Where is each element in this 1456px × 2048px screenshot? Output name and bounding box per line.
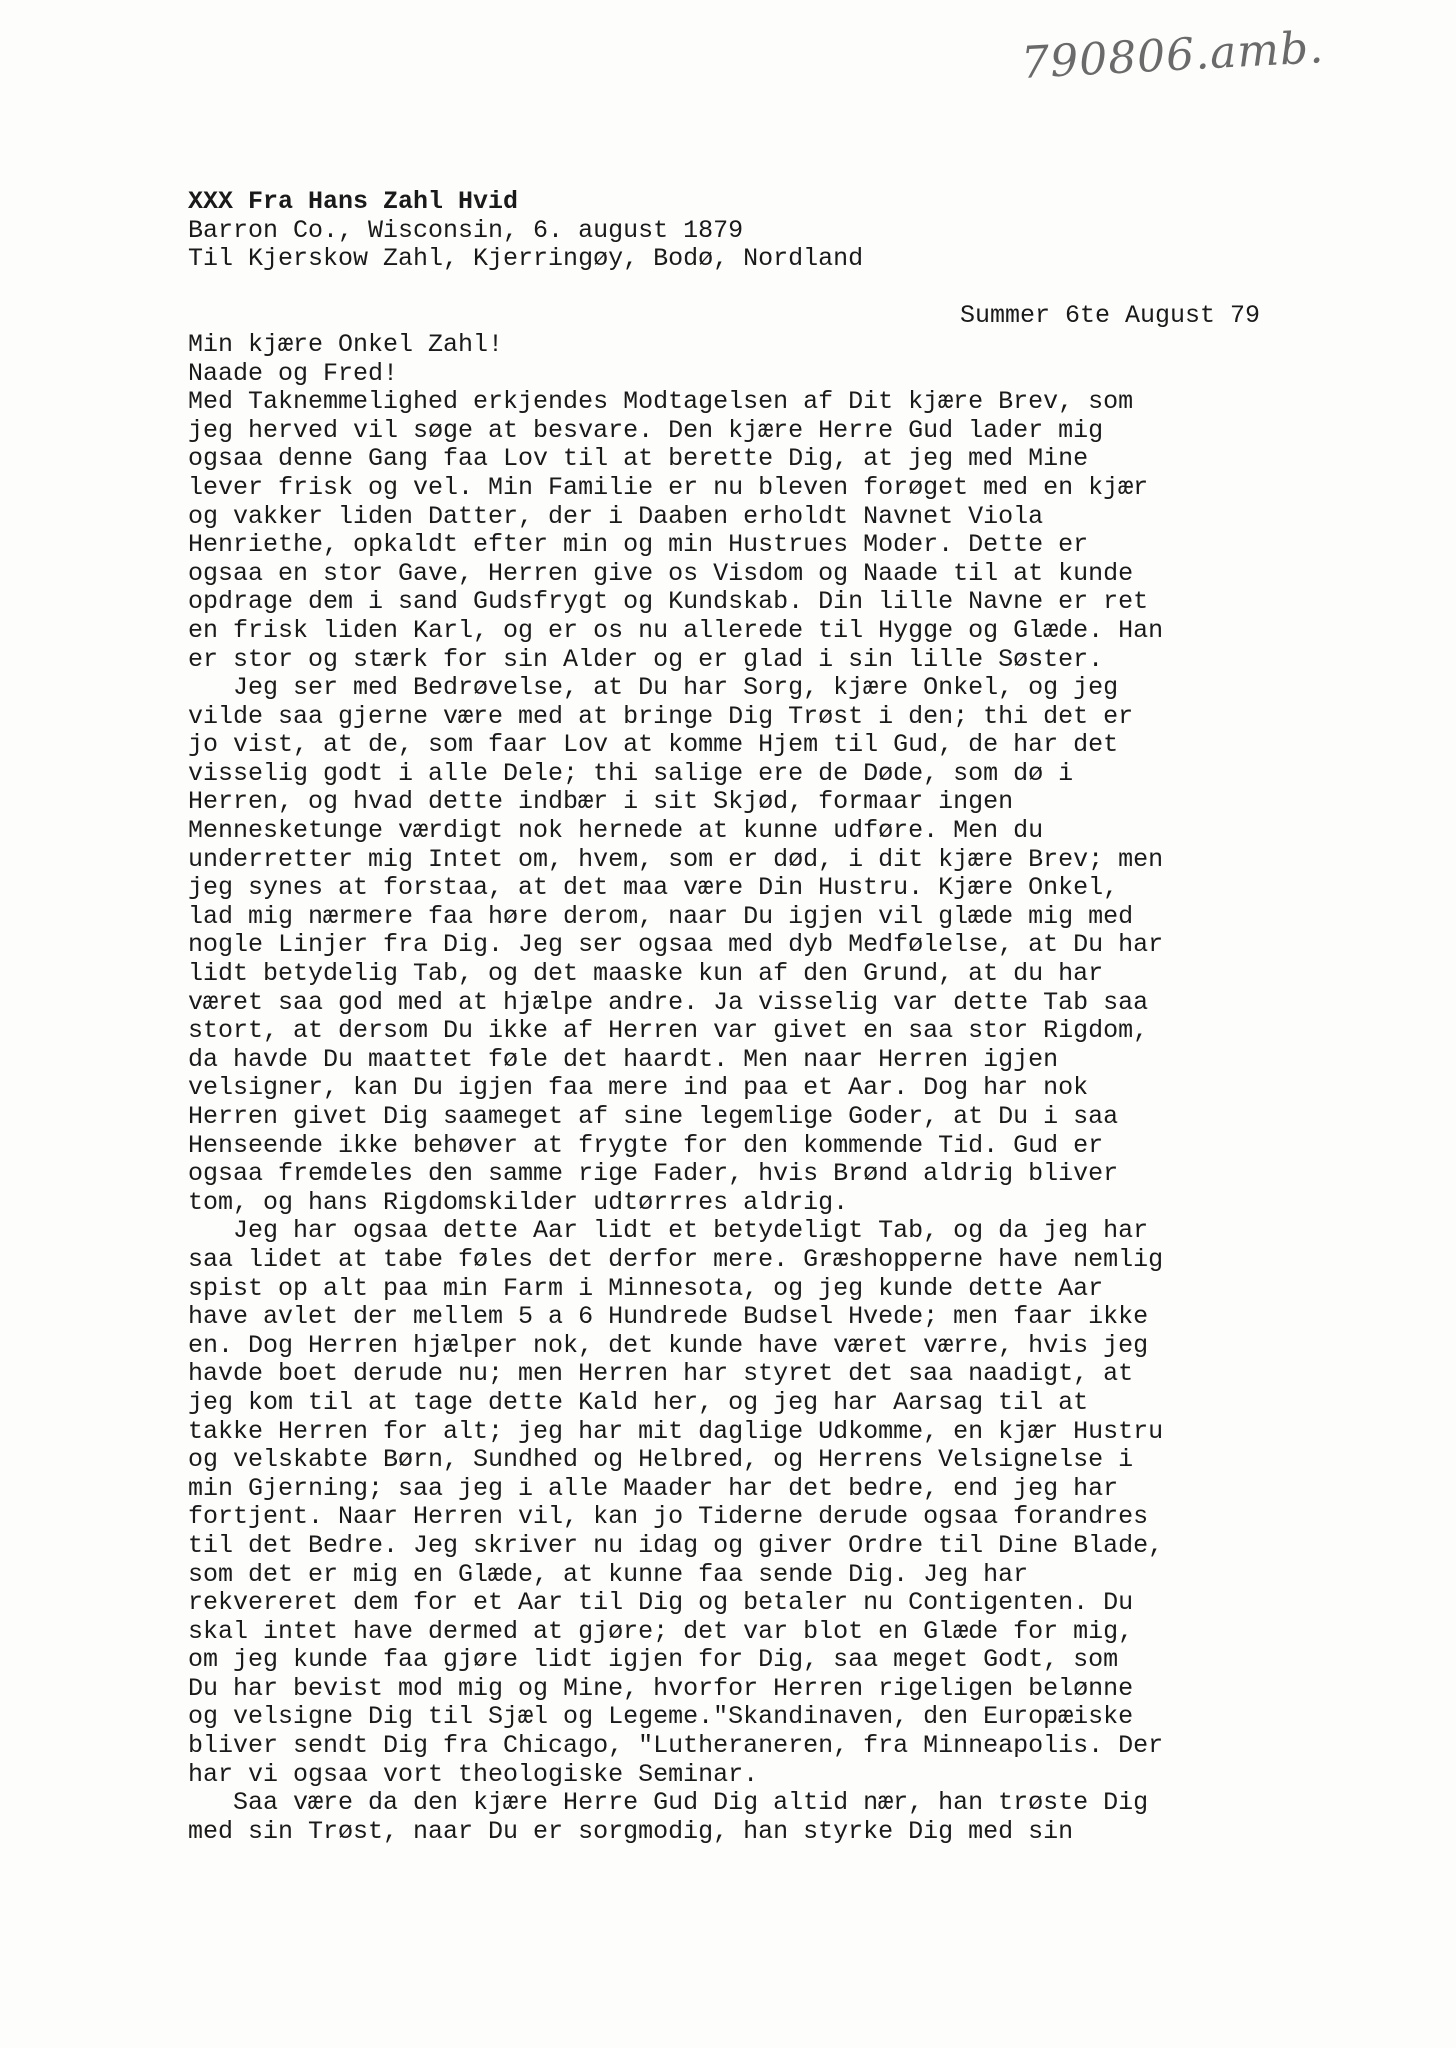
letter-body: [188, 188, 1260, 1846]
recipient: Til Kjerskow Zahl, Kjerringøy, Bodø, Nordland: [188, 245, 864, 274]
letter-line: vilde saa gjerne være med at bringe Dig Trøst i den; thi det er: [188, 702, 1134, 731]
letter-line: jo vist, at de, som faar Lov at komme Hjem til Gud, de har det: [188, 731, 1119, 760]
letter-line: og vakker liden Datter, der i Daaben erholdt Navnet Viola: [188, 502, 1044, 531]
letter-line: om jeg kunde faa gjøre lidt igjen for Dig, saa meget Godt, som: [188, 1646, 1119, 1675]
letter-line: Saa være da den kjære Herre Gud Dig altid nær, han trøste Dig: [188, 1789, 1149, 1818]
letter-line: bliver sendt Dig fra Chicago, "Lutheraneren, fra Minneapolis. Der: [188, 1732, 1164, 1761]
letter-line: tom, og hans Rigdomskilder udtørrres aldrig.: [188, 1188, 849, 1217]
letter-line: en frisk liden Karl, og er os nu allerede til Hygge og Glæde. Han: [188, 616, 1164, 645]
letter-line: jeg kom til at tage dette Kald her, og jeg har Aarsag til at: [188, 1388, 1089, 1417]
letter-line: Jeg har ogsaa dette Aar lidt et betydeligt Tab, og da jeg har: [188, 1217, 1149, 1246]
letter-line: Mennesketunge værdigt nok hernede at kunne udføre. Men du: [188, 817, 1044, 846]
salutation: Min kjære Onkel Zahl!: [188, 330, 504, 359]
letter-line: opdrage dem i sand Gudsfrygt og Kundskab. Din lille Navne er ret: [188, 588, 1149, 617]
letter-line: ogsaa denne Gang faa Lov til at berette Dig, at jeg med Mine: [188, 445, 1089, 474]
letter-text: [188, 388, 1260, 1846]
letter-line: havde boet derude nu; men Herren har styret det saa naadigt, at: [188, 1360, 1134, 1389]
letter-line: med sin Trøst, naar Du er sorgmodig, han styrke Dig med sin: [188, 1817, 1074, 1846]
letter-line: lidt betydelig Tab, og det maaske kun af den Grund, at du har: [188, 960, 1104, 989]
letter-line: spist op alt paa min Farm i Minnesota, og jeg kunde dette Aar: [188, 1274, 1104, 1303]
letter-line: en. Dog Herren hjælper nok, det kunde have været værre, hvis jeg: [188, 1331, 1149, 1360]
letter-line: jeg synes at forstaa, at det maa være Din Hustru. Kjære Onkel,: [188, 874, 1119, 903]
letter-line: Med Taknemmelighed erkjendes Modtagelsen af Dit kjære Brev, som: [188, 388, 1134, 417]
archive-reference-handwritten: 790806.amb.: [1020, 22, 1326, 89]
letter-line: da havde Du maattet føle det haardt. Men naar Herren igjen: [188, 1045, 1059, 1074]
letter-line: som det er mig en Glæde, at kunne faa sende Dig. Jeg har: [188, 1560, 1029, 1589]
letter-line: Herren, og hvad dette indbær i sit Skjød, formaar ingen: [188, 788, 1014, 817]
letter-line: have avlet der mellem 5 a 6 Hundrede Budsel Hvede; men faar ikke: [188, 1303, 1149, 1332]
greeting: Naade og Fred!: [188, 359, 399, 388]
letter-line: takke Herren for alt; jeg har mit daglige Udkomme, en kjær Hustru: [188, 1417, 1164, 1446]
letter-line: ogsaa en stor Gave, Herren give os Visdom og Naade til at kunde: [188, 559, 1134, 588]
letter-line: Henriethe, opkaldt efter min og min Hustrues Moder. Dette er: [188, 531, 1089, 560]
dateline: Summer 6te August 79: [959, 302, 1260, 331]
letter-line: Jeg ser med Bedrøvelse, at Du har Sorg, kjære Onkel, og jeg: [188, 674, 1119, 703]
letter-line: visselig godt i alle Dele; thi salige ere de Døde, som dø i: [188, 759, 1074, 788]
letter-line: velsigner, kan Du igjen faa mere ind paa et Aar. Dog har nok: [188, 1074, 1089, 1103]
letter-line: Henseende ikke behøver at frygte for den kommende Tid. Gud er: [188, 1131, 1104, 1160]
letter-line: til det Bedre. Jeg skriver nu idag og giver Ordre til Dine Blade,: [188, 1531, 1164, 1560]
letter-line: lad mig nærmere faa høre derom, naar Du igjen vil glæde mig med: [188, 902, 1134, 931]
letter-line: været saa god med at hjælpe andre. Ja visselig var dette Tab saa: [188, 988, 1149, 1017]
letter-line: ogsaa fremdeles den samme rige Fader, hvis Brønd aldrig bliver: [188, 1160, 1119, 1189]
letter-line: rekvereret dem for et Aar til Dig og betaler nu Contigenten. Du: [188, 1589, 1134, 1618]
document-title: XXX Fra Hans Zahl Hvid: [188, 188, 519, 216]
place-date: Barron Co., Wisconsin, 6. august 1879: [188, 216, 744, 245]
letter-line: fortjent. Naar Herren vil, kan jo Tiderne derude ogsaa forandres: [188, 1503, 1149, 1532]
letter-line: saa lidet at tabe føles det derfor mere. Græshopperne have nemlig: [188, 1245, 1164, 1274]
letter-line: er stor og stærk for sin Alder og er glad i sin lille Søster.: [188, 645, 1104, 674]
letter-line: Du har bevist mod mig og Mine, hvorfor Herren rigeligen belønne: [188, 1674, 1134, 1703]
letter-line: nogle Linjer fra Dig. Jeg ser ogsaa med dyb Medfølelse, at Du har: [188, 931, 1164, 960]
letter-line: lever frisk og vel. Min Familie er nu bleven forøget med en kjær: [188, 473, 1149, 502]
letter-line: min Gjerning; saa jeg i alle Maader har det bedre, end jeg har: [188, 1474, 1119, 1503]
letter-line: og velsigne Dig til Sjæl og Legeme."Skandinaven, den Europæiske: [188, 1703, 1134, 1732]
letter-line: har vi ogsaa vort theologiske Seminar.: [188, 1760, 759, 1789]
letter-line: og velskabte Børn, Sundhed og Helbred, og Herrens Velsignelse i: [188, 1446, 1134, 1475]
letter-line: stort, at dersom Du ikke af Herren var givet en saa stor Rigdom,: [188, 1017, 1149, 1046]
letter-line: underretter mig Intet om, hvem, som er død, i dit kjære Brev; men: [188, 845, 1164, 874]
blank-line: [188, 274, 1260, 303]
letter-line: skal intet have dermed at gjøre; det var blot en Glæde for mig,: [188, 1617, 1134, 1646]
letter-line: Herren givet Dig saameget af sine legemlige Goder, at Du i saa: [188, 1103, 1119, 1131]
letter-line: jeg herved vil søge at besvare. Den kjære Herre Gud lader mig: [188, 416, 1104, 445]
